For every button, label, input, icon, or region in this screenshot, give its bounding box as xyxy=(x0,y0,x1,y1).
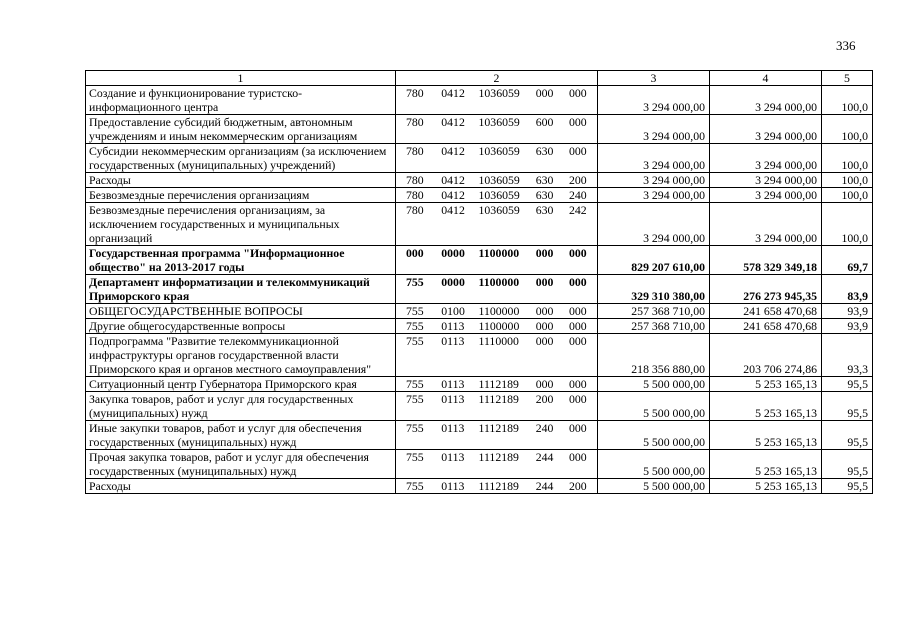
row-codes xyxy=(396,86,598,115)
code-4: 630 xyxy=(535,173,554,187)
row-plan-amount: 3 294 000,00 xyxy=(598,188,710,203)
row-percent: 95,5 xyxy=(822,479,873,494)
table-row xyxy=(86,450,873,479)
row-plan-amount: 329 310 380,00 xyxy=(598,275,710,304)
row-plan-amount: 5 500 000,00 xyxy=(598,450,710,479)
code-4: 630 xyxy=(535,188,554,202)
row-actual-amount: 276 273 945,35 xyxy=(710,275,822,304)
code-1: 780 xyxy=(406,173,424,187)
code-2: 0113 xyxy=(441,479,465,493)
row-percent: 93,3 xyxy=(822,334,873,377)
row-codes xyxy=(396,421,598,450)
row-plan-amount: 829 207 610,00 xyxy=(598,246,710,275)
row-plan-amount: 3 294 000,00 xyxy=(598,173,710,188)
code-3: 1036059 xyxy=(478,173,520,187)
table-row xyxy=(86,377,873,392)
code-2: 0113 xyxy=(441,334,465,348)
code-2: 0113 xyxy=(441,377,465,391)
code-4: 000 xyxy=(535,377,554,391)
row-name: Предоставление субсидий бюджетным, автономным учреждениям и иным некоммерческим организациям xyxy=(86,115,396,144)
code-5: 000 xyxy=(569,275,587,289)
row-name: Закупка товаров, работ и услуг для государственных (муниципальных) нужд xyxy=(86,392,396,421)
header-col-3: 3 xyxy=(598,71,710,86)
code-1: 755 xyxy=(406,377,424,391)
row-codes xyxy=(396,115,598,144)
code-2: 0113 xyxy=(441,392,465,406)
row-plan-amount: 257 368 710,00 xyxy=(598,304,710,319)
code-2: 0113 xyxy=(441,421,465,435)
code-1: 780 xyxy=(406,86,424,100)
row-codes xyxy=(396,319,598,334)
code-2: 0000 xyxy=(441,246,465,260)
row-actual-amount: 241 658 470,68 xyxy=(710,304,822,319)
row-name: Другие общегосударственные вопросы xyxy=(86,319,396,334)
row-actual-amount: 5 253 165,13 xyxy=(710,377,822,392)
row-codes xyxy=(396,173,598,188)
row-plan-amount: 5 500 000,00 xyxy=(598,377,710,392)
row-percent: 100,0 xyxy=(822,188,873,203)
code-2: 0412 xyxy=(441,173,465,187)
row-name: Государственная программа "Информационное общество" на 2013-2017 годы xyxy=(86,246,396,275)
row-percent: 95,5 xyxy=(822,392,873,421)
table-row xyxy=(86,115,873,144)
code-1: 000 xyxy=(406,246,424,260)
code-5: 240 xyxy=(569,188,587,202)
code-2: 0412 xyxy=(441,188,465,202)
code-2: 0000 xyxy=(441,275,465,289)
code-4: 630 xyxy=(535,203,554,217)
row-name: Департамент информатизации и телекоммуникаций Приморского края xyxy=(86,275,396,304)
code-1: 755 xyxy=(406,334,424,348)
code-2: 0412 xyxy=(441,115,465,129)
code-3: 1112189 xyxy=(478,392,519,406)
table-row xyxy=(86,188,873,203)
code-4: 000 xyxy=(535,319,554,333)
code-5: 000 xyxy=(569,319,587,333)
code-4: 000 xyxy=(535,304,554,318)
row-codes xyxy=(396,377,598,392)
code-1: 755 xyxy=(406,319,424,333)
row-name: Расходы xyxy=(86,173,396,188)
header-col-1: 1 xyxy=(86,71,396,86)
row-percent: 100,0 xyxy=(822,115,873,144)
code-5: 000 xyxy=(569,144,587,158)
header-col-4: 4 xyxy=(710,71,822,86)
row-codes xyxy=(396,450,598,479)
table-row xyxy=(86,392,873,421)
code-4: 244 xyxy=(535,479,554,493)
row-codes xyxy=(396,203,598,246)
code-5: 000 xyxy=(569,115,587,129)
row-codes xyxy=(396,304,598,319)
code-4: 240 xyxy=(535,421,554,435)
row-plan-amount: 3 294 000,00 xyxy=(598,144,710,173)
code-3: 1112189 xyxy=(478,450,519,464)
code-3: 1112189 xyxy=(478,479,519,493)
code-4: 000 xyxy=(535,86,554,100)
header-col-5: 5 xyxy=(822,71,873,86)
code-5: 000 xyxy=(569,377,587,391)
budget-table xyxy=(85,70,873,494)
code-1: 755 xyxy=(406,450,424,464)
code-1: 780 xyxy=(406,144,424,158)
row-actual-amount: 5 253 165,13 xyxy=(710,421,822,450)
code-2: 0113 xyxy=(441,319,465,333)
code-5: 000 xyxy=(569,450,587,464)
row-codes xyxy=(396,144,598,173)
row-name: ОБЩЕГОСУДАРСТВЕННЫЕ ВОПРОСЫ xyxy=(86,304,396,319)
code-3: 1036059 xyxy=(478,115,520,129)
row-actual-amount: 578 329 349,18 xyxy=(710,246,822,275)
table-row xyxy=(86,479,873,494)
row-name: Подпрограмма "Развитие телекоммуникационной инфраструктуры органов государственной власти Приморского края и органов местного самоуправления" xyxy=(86,334,396,377)
code-3: 1100000 xyxy=(478,319,520,333)
table-row xyxy=(86,319,873,334)
code-1: 780 xyxy=(406,188,424,202)
code-1: 755 xyxy=(406,392,424,406)
code-4: 600 xyxy=(535,115,554,129)
code-4: 000 xyxy=(535,275,554,289)
row-percent: 93,9 xyxy=(822,304,873,319)
code-5: 200 xyxy=(569,173,587,187)
row-actual-amount: 241 658 470,68 xyxy=(710,319,822,334)
row-codes xyxy=(396,392,598,421)
row-percent: 95,5 xyxy=(822,421,873,450)
code-1: 780 xyxy=(406,115,424,129)
row-codes xyxy=(396,334,598,377)
row-percent: 100,0 xyxy=(822,86,873,115)
code-3: 1100000 xyxy=(478,246,520,260)
code-1: 755 xyxy=(406,304,424,318)
code-5: 000 xyxy=(569,86,587,100)
code-5: 000 xyxy=(569,421,587,435)
table-row xyxy=(86,173,873,188)
row-plan-amount: 3 294 000,00 xyxy=(598,115,710,144)
row-plan-amount: 218 356 880,00 xyxy=(598,334,710,377)
code-4: 200 xyxy=(535,392,554,406)
row-actual-amount: 3 294 000,00 xyxy=(710,86,822,115)
code-3: 1112189 xyxy=(478,377,519,391)
row-name: Иные закупки товаров, работ и услуг для обеспечения государственных (муниципальных) нужд xyxy=(86,421,396,450)
row-plan-amount: 5 500 000,00 xyxy=(598,479,710,494)
page-number: 336 xyxy=(836,38,856,53)
code-2: 0412 xyxy=(441,86,465,100)
row-name: Ситуационный центр Губернатора Приморского края xyxy=(86,377,396,392)
header-col-2: 2 xyxy=(396,71,598,86)
row-plan-amount: 3 294 000,00 xyxy=(598,86,710,115)
row-actual-amount: 203 706 274,86 xyxy=(710,334,822,377)
row-plan-amount: 5 500 000,00 xyxy=(598,421,710,450)
row-actual-amount: 3 294 000,00 xyxy=(710,144,822,173)
code-2: 0412 xyxy=(441,144,465,158)
row-name: Субсидии некоммерческим организациям (за исключением государственных (муниципальных) учреждений) xyxy=(86,144,396,173)
row-percent: 83,9 xyxy=(822,275,873,304)
code-5: 200 xyxy=(569,479,587,493)
code-5: 242 xyxy=(569,203,587,217)
row-actual-amount: 3 294 000,00 xyxy=(710,188,822,203)
code-3: 1100000 xyxy=(478,275,520,289)
code-1: 755 xyxy=(406,479,424,493)
code-3: 1100000 xyxy=(478,304,520,318)
row-plan-amount: 257 368 710,00 xyxy=(598,319,710,334)
code-5: 000 xyxy=(569,246,587,260)
row-name: Создание и функционирование туристско-информационного центра xyxy=(86,86,396,115)
row-actual-amount: 5 253 165,13 xyxy=(710,450,822,479)
row-percent: 100,0 xyxy=(822,203,873,246)
table-row xyxy=(86,421,873,450)
code-4: 000 xyxy=(535,334,554,348)
row-percent: 93,9 xyxy=(822,319,873,334)
code-4: 244 xyxy=(535,450,554,464)
row-codes xyxy=(396,275,598,304)
row-percent: 100,0 xyxy=(822,144,873,173)
table-row xyxy=(86,203,873,246)
code-4: 630 xyxy=(535,144,554,158)
code-3: 1036059 xyxy=(478,203,520,217)
row-actual-amount: 5 253 165,13 xyxy=(710,479,822,494)
code-3: 1036059 xyxy=(478,86,520,100)
code-1: 755 xyxy=(406,421,424,435)
code-5: 000 xyxy=(569,392,587,406)
row-percent: 95,5 xyxy=(822,377,873,392)
row-actual-amount: 3 294 000,00 xyxy=(710,173,822,188)
code-3: 1112189 xyxy=(478,421,519,435)
code-4: 000 xyxy=(535,246,554,260)
code-5: 000 xyxy=(569,334,587,348)
code-5: 000 xyxy=(569,304,587,318)
row-plan-amount: 5 500 000,00 xyxy=(598,392,710,421)
table-row xyxy=(86,334,873,377)
table-row xyxy=(86,246,873,275)
code-1: 780 xyxy=(406,203,424,217)
row-name: Прочая закупка товаров, работ и услуг для обеспечения государственных (муниципальных) нужд xyxy=(86,450,396,479)
row-actual-amount: 3 294 000,00 xyxy=(710,115,822,144)
table-row xyxy=(86,144,873,173)
row-actual-amount: 3 294 000,00 xyxy=(710,203,822,246)
row-percent: 95,5 xyxy=(822,450,873,479)
table-row xyxy=(86,86,873,115)
row-plan-amount: 3 294 000,00 xyxy=(598,203,710,246)
table-row xyxy=(86,304,873,319)
row-name: Безвозмездные перечисления организациям xyxy=(86,188,396,203)
row-name: Расходы xyxy=(86,479,396,494)
code-3: 1036059 xyxy=(478,188,520,202)
code-2: 0113 xyxy=(441,450,465,464)
code-1: 755 xyxy=(406,275,424,289)
code-2: 0412 xyxy=(441,203,465,217)
row-codes xyxy=(396,188,598,203)
table-header-row xyxy=(86,71,873,86)
code-3: 1110000 xyxy=(478,334,519,348)
code-3: 1036059 xyxy=(478,144,520,158)
table-row xyxy=(86,275,873,304)
row-percent: 100,0 xyxy=(822,173,873,188)
row-actual-amount: 5 253 165,13 xyxy=(710,392,822,421)
code-2: 0100 xyxy=(441,304,465,318)
row-codes xyxy=(396,246,598,275)
row-name: Безвозмездные перечисления организациям, за исключением государственных и муниципальных организаций xyxy=(86,203,396,246)
row-percent: 69,7 xyxy=(822,246,873,275)
row-codes xyxy=(396,479,598,494)
